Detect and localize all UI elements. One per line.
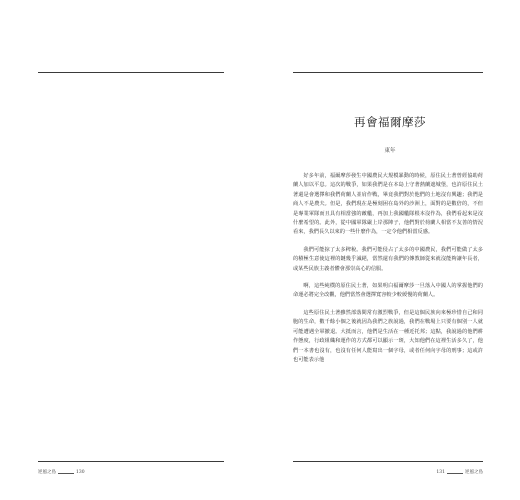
footer-dash <box>447 473 463 474</box>
right-page <box>260 0 520 500</box>
paragraph: 我們可能掠了太多稗稅。我們可能侵占了太多的中國農民，我們可能做了太多的積極生意使這裡的鏈幾乎滅絕，當然還有我們的傳教師從來就沒能夠讓年長者，或某些民族主義者體會那崇高心的信服。 <box>293 246 483 272</box>
paragraph: 啊，這些純樸的原住民土著，如果明白福爾摩莎一旦落入中國人的掌握他們的命運必將完全改觀，他們當然會選擇寬容較少較緩慢的荷蘭人。 <box>293 283 483 299</box>
author-name: 東年 <box>384 148 396 154</box>
header-rule <box>38 72 224 73</box>
left-page-footer <box>38 470 85 476</box>
footer-rule <box>38 461 224 462</box>
header-rule <box>293 72 483 73</box>
page-number: 131 <box>436 470 445 475</box>
paragraph: 這些原住民土著雖然部落間常有激烈戰爭，但是這個民族向來極珍惜自己和同胞的生命，數千餘小個之後就因為我們之族說過，我們在戰場上只要有個別一人就可能遭遇全軍撤退。大抵而言，他們是生活在一種近托邦；這點，我說過的他們耕作態度，行政組織和運作的方式都可以顯示一斑，大知他們在這裡生活多久了，他們一本書也沒有，也沒有任何人能寫出一個字母，或者任何向字母的刑事；這或許也可能表示他 <box>293 309 483 363</box>
paragraph: 好多年前，福爾摩莎發生中國農民大規模暴動的時候，原住民土著曾經協助荷蘭人加以平息。這次的戰爭，如果我們是在本島上守著熱蘭遮城堡，也許原住民土著還是會選擇和我們荷蘭人並肩作戰，畢竟我們對於他們的土地沒有興趣；我們是商人不是農夫。但是，我們現在是極刻困在島外的沙洲上，面對的是數倍的，不但是專業軍隊而且具有相當強的敵艦，再加上我國艦隊根本沒作為，我們看起來是沒什麼希望的。此外，從中國軍隊嚴上岸那陣子，他們對於荷蘭人相當不友善的情況看來，我們長久以來的一些什麼作為，一定令他們相當反感。 <box>293 173 483 236</box>
body-text <box>293 172 483 373</box>
right-page-footer <box>436 470 483 476</box>
running-book-title: 逆風之島 <box>465 470 483 475</box>
footer-rule <box>293 461 483 462</box>
chapter-title: 再會福爾摩莎 <box>354 115 426 129</box>
footer-dash <box>58 473 74 474</box>
running-book-title: 逆風之島 <box>38 470 56 475</box>
page-number: 130 <box>76 470 85 475</box>
